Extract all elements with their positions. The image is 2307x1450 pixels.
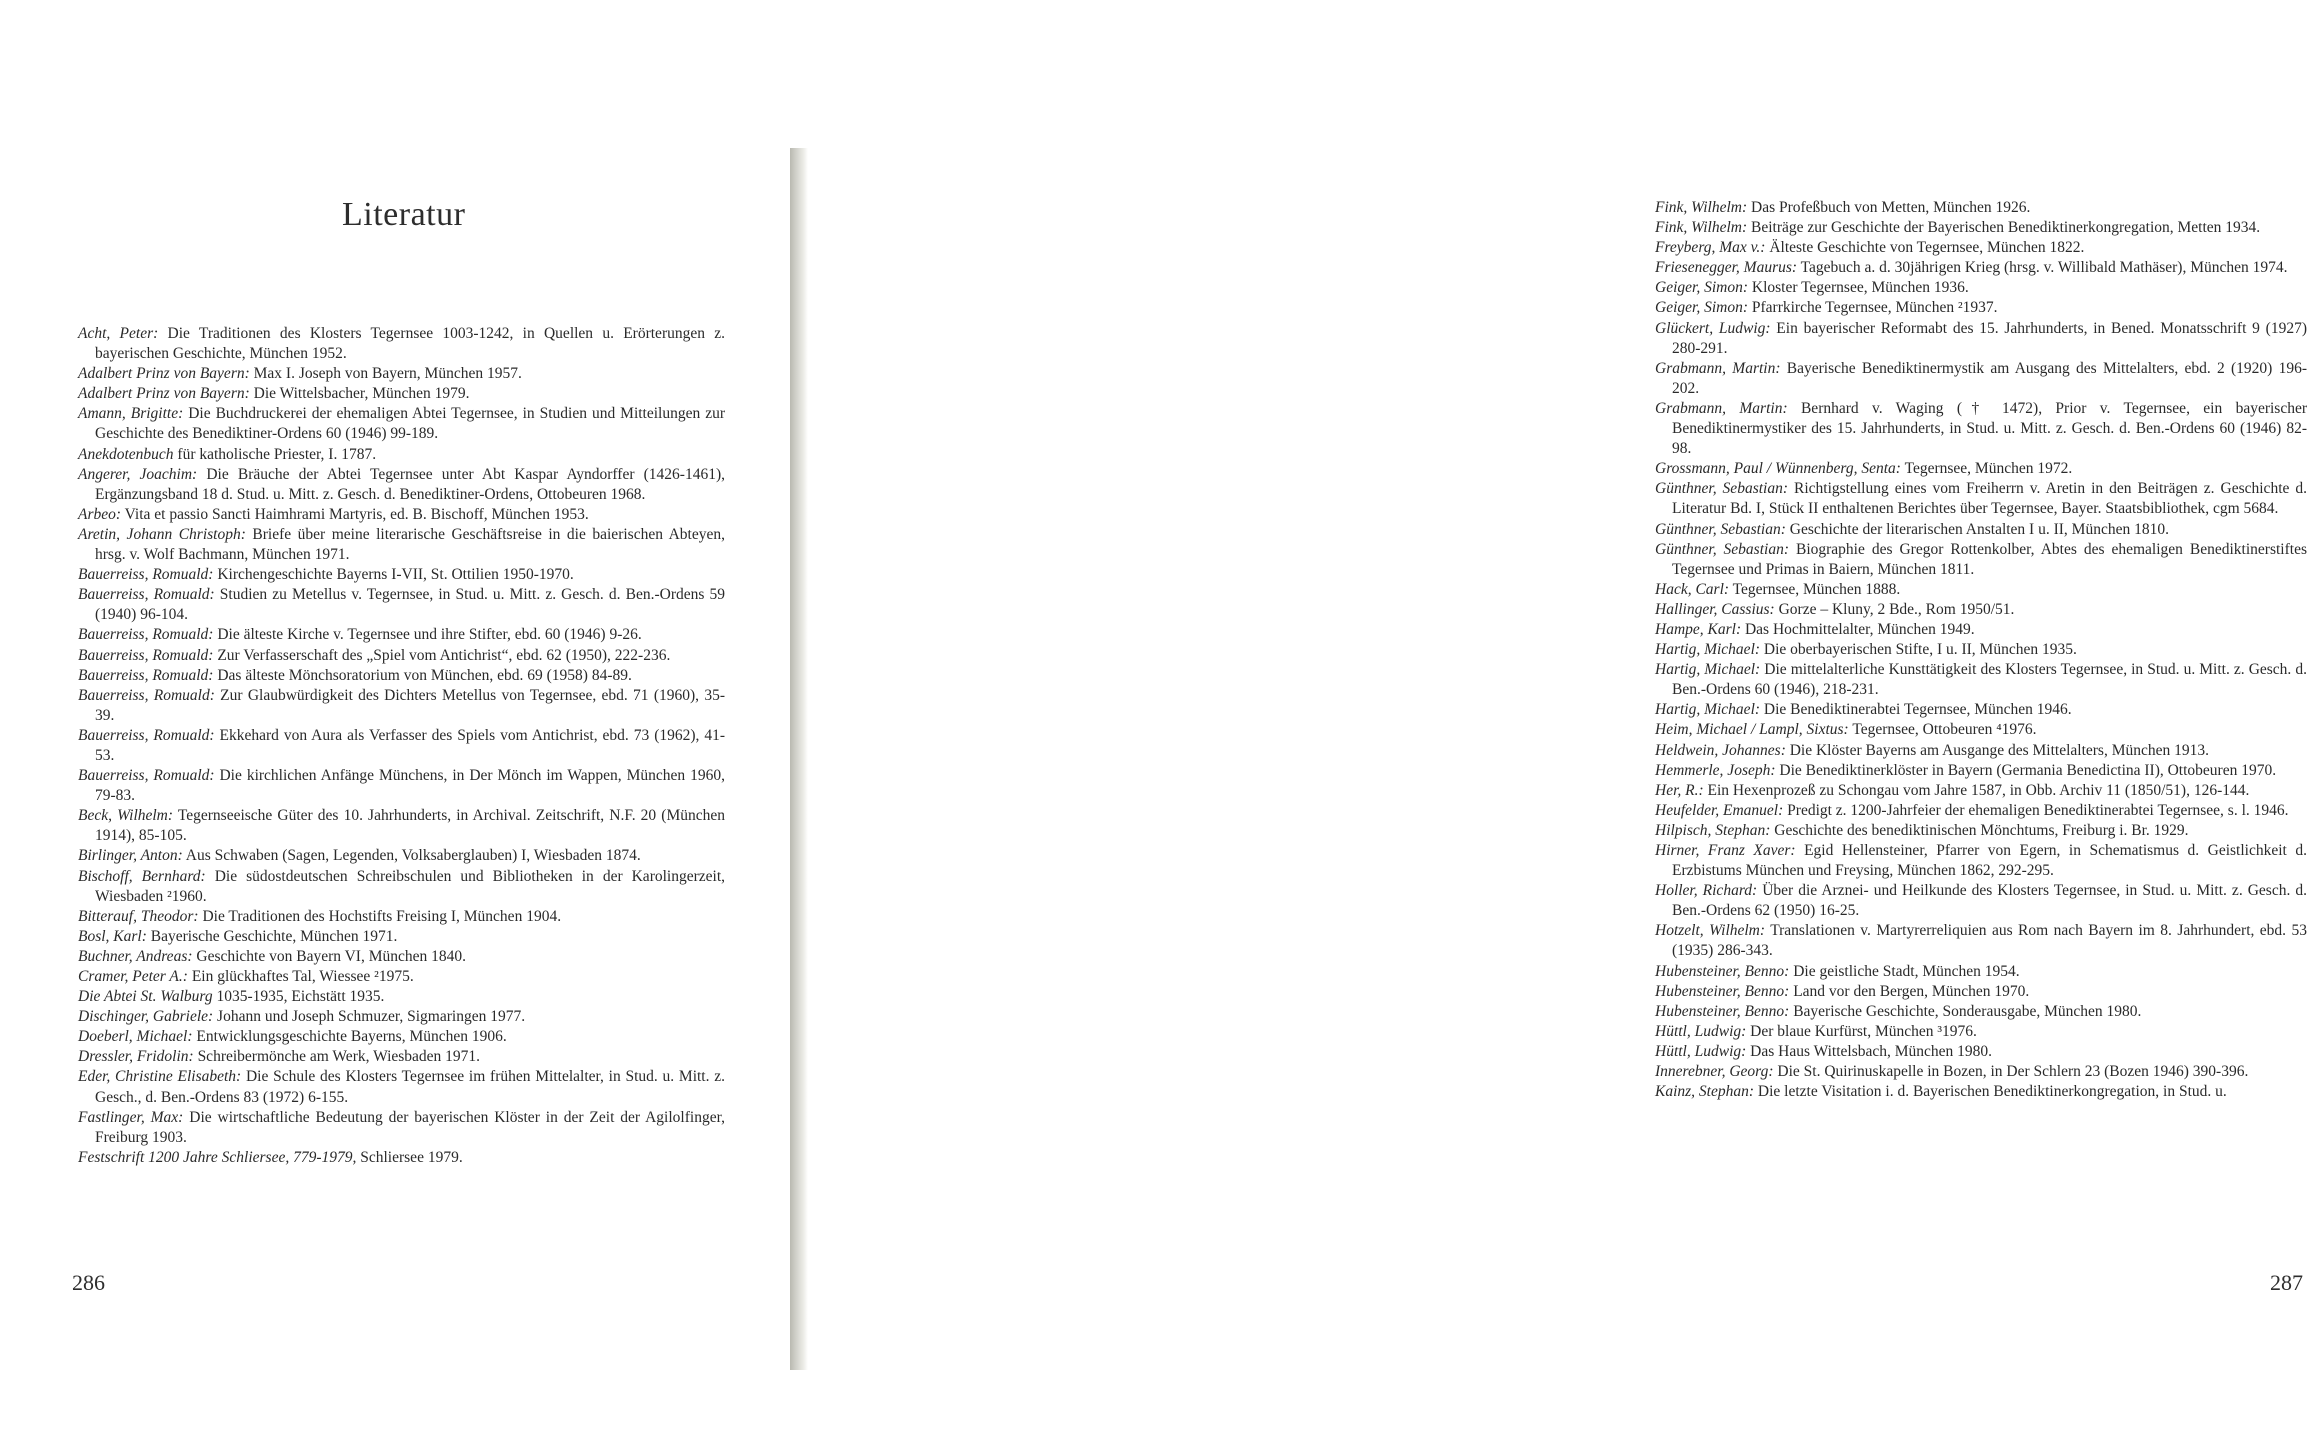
bibliography-entry — [78, 967, 725, 987]
entry-author: Arbeo: — [78, 505, 122, 523]
entry-text: Biographie des Gregor Rottenkolber, Abtes des ehemaligen Benediktinerstiftes Tegernsee und Primas in Baiern, München 1811. — [1672, 540, 2307, 578]
bibliography-entry — [78, 726, 725, 766]
bibliography-entry — [78, 1007, 725, 1027]
bibliography-entry — [1655, 580, 2307, 600]
entry-author: Buchner, Andreas: — [78, 947, 193, 965]
entry-text: Land vor den Bergen, München 1970. — [1789, 982, 2030, 1000]
page-number-right: 287 — [2270, 1270, 2303, 1295]
entry-text: Kloster Tegernsee, München 1936. — [1748, 279, 1969, 297]
entry-text: Max I. Joseph von Bayern, München 1957. — [249, 365, 522, 383]
entry-author: Grossmann, Paul / Wünnenberg, Senta: — [1655, 460, 1901, 478]
entry-author: Heim, Michael / Lampl, Sixtus: — [1655, 721, 1849, 739]
entry-author: Acht, Peter: — [78, 325, 159, 342]
bibliography-entry — [78, 445, 725, 465]
entry-author: Bauerreiss, Romuald: — [78, 686, 215, 704]
entry-author: Hartig, Michael: — [1655, 701, 1761, 719]
entry-author: Bauerreiss, Romuald: — [78, 666, 214, 684]
entry-text: Das Haus Wittelsbach, München 1980. — [1746, 1042, 1993, 1060]
entry-text: Entwicklungsgeschichte Bayerns, München 1906. — [192, 1028, 507, 1046]
entry-text: Die kirchlichen Anfänge Münchens, in Der Mönch im Wappen, München 1960, 79-83. — [95, 767, 725, 805]
bibliography-entry — [1655, 218, 2307, 238]
entry-author: Freyberg, Max v.: — [1655, 239, 1766, 257]
bibliography-entry — [78, 947, 725, 967]
entry-author: Bischoff, Bernhard: — [78, 867, 206, 885]
bibliography-entry — [1655, 319, 2307, 359]
bibliography-entry — [78, 565, 725, 585]
page-number-left: 286 — [72, 1270, 105, 1295]
entry-text: Vita et passio Sancti Haimhrami Martyris, ed. B. Bischoff, München 1953. — [121, 505, 589, 523]
bibliography-entry — [1655, 962, 2307, 982]
bibliography-entry — [1655, 1042, 2307, 1062]
entry-author: Bosl, Karl: — [78, 927, 147, 945]
bibliography-entry — [78, 1108, 725, 1148]
bibliography-entry — [78, 867, 725, 907]
entry-text: Bayerische Geschichte, Sonderausgabe, München 1980. — [1789, 1002, 2142, 1020]
bibliography-entry — [1655, 1062, 2307, 1082]
entry-author: Her, R.: — [1655, 781, 1704, 799]
entry-text: Die Traditionen des Hochstifts Freising I, München 1904. — [198, 907, 562, 925]
bibliography-entry — [1655, 278, 2307, 298]
entry-text: Gorze – Kluny, 2 Bde., Rom 1950/51. — [1774, 600, 2015, 618]
entry-text: Über die Arznei- und Heilkunde des Klosters Tegernsee, in Stud. u. Mitt. z. Gesch. d. Ben.-Ordens 62 (1950) 16-25. — [1672, 882, 2307, 920]
bibliography-entry — [78, 525, 725, 565]
entry-author: Bauerreiss, Romuald: — [78, 646, 214, 664]
entry-text: Die Bräuche der Abtei Tegernsee unter Abt Kaspar Ayndorffer (1426-1461), Ergänzungsband 18 d. Stud. u. Mitt. z. Gesch. d. Benediktiner-Ordens, Ottobeuren 1968. — [95, 465, 725, 503]
bibliography-entry — [1655, 720, 2307, 740]
entry-author: Hüttl, Ludwig: — [1655, 1022, 1747, 1040]
entry-text: Die südostdeutschen Schreibschulen und Bibliotheken in der Karolingerzeit, Wiesbaden ²1960. — [95, 867, 726, 905]
bibliography-entry — [78, 1148, 725, 1168]
entry-author: Cramer, Peter A.: — [78, 968, 188, 985]
entry-text: Bayerische Benediktinermystik am Ausgang des Mittelalters, ebd. 2 (1920) 196-202. — [1672, 359, 2307, 397]
entry-text: Geschichte der literarischen Anstalten I u. II, München 1810. — [1785, 520, 2169, 538]
entry-author: Glückert, Ludwig: — [1655, 319, 1771, 337]
entry-author: Heufelder, Emanuel: — [1655, 801, 1784, 819]
bibliography-entry — [78, 384, 725, 404]
entry-text: Die Schule des Klosters Tegernsee im frühen Mittelalter, in Stud. u. Mitt. z. Gesch., d. Ben.-Ordens 83 (1972) 6-155. — [95, 1068, 725, 1106]
entry-author: Hartig, Michael: — [1655, 661, 1761, 679]
entry-text: Briefe über meine literarische Geschäftsreise in die baierischen Abteyen, hrsg. v. Wolf Bachmann, München 1971. — [95, 525, 725, 564]
bibliography-entry — [1655, 459, 2307, 479]
entry-author: Hampe, Karl: — [1655, 620, 1742, 638]
bibliography-entry — [1655, 1082, 2307, 1102]
entry-text: Die St. Quirinuskapelle in Bozen, in Der Schlern 23 (Bozen 1946) 390-396. — [1773, 1063, 2249, 1081]
entry-author: Hilpisch, Stephan: — [1655, 821, 1771, 839]
bibliography-entry — [78, 1067, 725, 1107]
entry-author: Hubensteiner, Benno: — [1655, 962, 1790, 980]
entry-text: Bayerische Geschichte, München 1971. — [146, 927, 398, 945]
bibliography-entry — [1655, 881, 2307, 921]
bibliography-entry — [1655, 801, 2307, 821]
entry-author: Hubensteiner, Benno: — [1655, 982, 1790, 1000]
entry-text: Tegernsee, München 1972. — [1900, 460, 2073, 478]
entry-author: Festschrift 1200 Jahre Schliersee, 779-1979, — [78, 1148, 357, 1166]
bibliography-entry — [1655, 741, 2307, 761]
entry-text: Egid Hellensteiner, Pfarrer von Egern, in Schematismus d. Geistlichkeit d. Erzbistums München und Freysing, München 1862, 292-295. — [1672, 842, 2307, 880]
entry-text: Die Wittelsbacher, München 1979. — [249, 385, 470, 403]
entry-author: Birlinger, Anton: — [78, 847, 183, 865]
entry-author: Kainz, Stephan: — [1655, 1083, 1755, 1101]
entry-author: Aretin, Johann Christoph: — [78, 525, 246, 543]
entry-text: Geschichte des benediktinischen Mönchtums, Freiburg i. Br. 1929. — [1770, 821, 2189, 839]
bibliography-entry — [78, 625, 725, 645]
entry-author: Heldwein, Johannes: — [1655, 741, 1786, 759]
entry-author: Bauerreiss, Romuald: — [78, 586, 215, 604]
entry-text: Die geistliche Stadt, München 1954. — [1789, 962, 2020, 980]
entry-author: Angerer, Joachim: — [78, 465, 198, 483]
entry-text: Johann und Joseph Schmuzer, Sigmaringen 1977. — [213, 1008, 526, 1026]
entry-author: Amann, Brigitte: — [78, 405, 184, 423]
entry-text: Die mittelalterliche Kunsttätigkeit des Klosters Tegernsee, in Stud. u. Mitt. z. Gesch. d. Ben.-Ordens 60 (1946), 218-231. — [1672, 661, 2307, 699]
page-title: Literatur — [342, 196, 466, 233]
entry-text: Zur Verfasserschaft des „Spiel vom Antichrist“, ebd. 62 (1950), 222-236. — [213, 646, 671, 664]
bibliography-entry — [1655, 600, 2307, 620]
bibliography-entry — [1655, 258, 2307, 278]
bibliography-entry — [1655, 520, 2307, 540]
entry-author: Hemmerle, Joseph: — [1655, 761, 1776, 779]
bibliography-entry — [78, 766, 725, 806]
entry-author: Fastlinger, Max: — [78, 1108, 184, 1126]
bibliography-entry — [78, 846, 725, 866]
entry-author: Günthner, Sebastian: — [1655, 480, 1788, 498]
bibliography-entry — [1655, 198, 2307, 218]
bibliography-entry — [1655, 821, 2307, 841]
entry-author: Bauerreiss, Romuald: — [78, 566, 214, 584]
bibliography-entry — [1655, 700, 2307, 720]
entry-text: Richtigstellung eines vom Freiherrn v. Aretin in den Beiträgen z. Geschichte d. Literatur Bd. I, Stück II enthaltenen Berichtes über Tegernsee, Bayer. Staatsbibliothek, cgm 5684. — [1672, 480, 2307, 518]
bibliography-entry — [1655, 1002, 2307, 1022]
entry-author: Grabmann, Martin: — [1655, 359, 1781, 377]
entry-author: Bauerreiss, Romuald: — [78, 626, 214, 644]
entry-text: Bernhard v. Waging († 1472), Prior v. Tegernsee, ein bayerischer Benediktinermystiker des 15. Jahrhunderts, in Stud. u. Mitt. z. Gesch. d. Ben.-Ordens 60 (1946) 82-98. — [1672, 399, 2307, 458]
bibliography-entry — [1655, 640, 2307, 660]
entry-text: Die oberbayerischen Stifte, I u. II, München 1935. — [1760, 641, 2077, 659]
entry-text: Tegernseeische Güter des 10. Jahrhunderts, in Archival. Zeitschrift, N.F. 20 (München 1914), 85-105. — [95, 807, 725, 845]
entry-text: Geschichte von Bayern VI, München 1840. — [192, 947, 466, 965]
entry-author: Hack, Carl: — [1655, 580, 1730, 598]
bibliography-entry — [1655, 238, 2307, 258]
entry-text: Beiträge zur Geschichte der Bayerischen Benediktinerkongregation, Metten 1934. — [1747, 219, 2261, 237]
bibliography-entry — [1655, 620, 2307, 640]
bibliography-entry — [78, 404, 725, 444]
entry-author: Doeberl, Michael: — [78, 1028, 193, 1046]
entry-author: Günthner, Sebastian: — [1655, 540, 1789, 558]
bibliography-entry — [78, 686, 725, 726]
bibliography-entry — [1655, 1022, 2307, 1042]
entry-text: Ein Hexenprozeß zu Schongau vom Jahre 1587, in Obb. Archiv 11 (1850/51), 126-144. — [1703, 781, 2250, 799]
entry-text: Tegernsee, Ottobeuren ⁴1976. — [1848, 721, 2037, 739]
entry-text: Die Benediktinerabtei Tegernsee, München 1946. — [1760, 701, 2072, 719]
entry-text: Das Profeßbuch von Metten, München 1926. — [1747, 199, 2031, 216]
entry-author: Innerebner, Georg: — [1655, 1063, 1774, 1081]
entry-text: Pfarrkirche Tegernsee, München ²1937. — [1748, 299, 1998, 317]
entry-author: Holler, Richard: — [1655, 882, 1758, 900]
entry-text: für katholische Priester, I. 1787. — [173, 445, 377, 463]
entry-text: Die Klöster Bayerns am Ausgange des Mittelalters, München 1913. — [1785, 741, 2210, 759]
entry-author: Geiger, Simon: — [1655, 299, 1748, 317]
entry-author: Hirner, Franz Xaver: — [1655, 842, 1796, 859]
bibliography-entry — [78, 666, 725, 686]
entry-text: Tegernsee, München 1888. — [1729, 580, 1901, 598]
right-page — [790, 0, 2307, 1450]
entry-author: Eder, Christine Elisabeth: — [78, 1068, 242, 1086]
entry-text: Aus Schwaben (Sagen, Legenden, Volksaberglauben) I, Wiesbaden 1874. — [182, 847, 641, 865]
entry-text: Die Benediktinerklöster in Bayern (Germania Benedictina II), Ottobeuren 1970. — [1775, 761, 2277, 779]
bibliography-entry — [1655, 540, 2307, 580]
entry-author: Bauerreiss, Romuald: — [78, 726, 215, 744]
entry-text: Der blaue Kurfürst, München ³1976. — [1746, 1022, 1977, 1040]
entry-text: Schreibermönche am Werk, Wiesbaden 1971. — [193, 1048, 481, 1066]
bibliography-entry — [78, 465, 725, 505]
entry-text: Predigt z. 1200-Jahrfeier der ehemaligen Benediktinerabtei Tegernsee, s. l. 1946. — [1783, 801, 2289, 819]
entry-author: Bauerreiss, Romuald: — [78, 767, 215, 785]
entry-author: Anekdotenbuch — [78, 445, 174, 463]
entry-author: Die Abtei St. Walburg — [78, 988, 213, 1006]
bibliography-entry — [78, 987, 725, 1007]
entry-author: Grabmann, Martin: — [1655, 399, 1788, 417]
entry-text: Kirchengeschichte Bayerns I-VII, St. Ottilien 1950-1970. — [213, 566, 574, 584]
entry-author: Hüttl, Ludwig: — [1655, 1042, 1747, 1060]
entry-author: Friesenegger, Maurus: — [1655, 259, 1798, 277]
bibliography-entry — [1655, 761, 2307, 781]
entry-author: Hallinger, Cassius: — [1655, 600, 1775, 618]
entry-text: Die älteste Kirche v. Tegernsee und ihre Stifter, ebd. 60 (1946) 9-26. — [213, 626, 642, 644]
entry-text: Das Hochmittelalter, München 1949. — [1741, 620, 1975, 638]
bibliography-entry — [78, 806, 725, 846]
entry-author: Adalbert Prinz von Bayern: — [78, 365, 250, 383]
bibliography-entry — [78, 646, 725, 666]
bibliography-entry — [78, 364, 725, 384]
bibliography-entry — [1655, 479, 2307, 519]
bibliography-entry — [78, 585, 725, 625]
bibliography-list-right — [1655, 198, 2307, 1102]
bibliography-entry — [78, 324, 725, 364]
entry-author: Adalbert Prinz von Bayern: — [78, 385, 250, 403]
bibliography-entry — [78, 907, 725, 927]
bibliography-entry — [78, 927, 725, 947]
entry-author: Dressler, Fridolin: — [78, 1048, 194, 1066]
entry-text: 1035-1935, Eichstätt 1935. — [212, 988, 385, 1006]
entry-text: Ekkehard von Aura als Verfasser des Spiels vom Antichrist, ebd. 73 (1962), 41-53. — [95, 726, 726, 764]
left-page — [0, 0, 790, 1450]
bibliography-entry — [1655, 359, 2307, 399]
entry-text: Zur Glaubwürdigkeit des Dichters Metellus von Tegernsee, ebd. 71 (1960), 35-39. — [95, 686, 725, 724]
entry-text: Studien zu Metellus v. Tegernsee, in Stud. u. Mitt. z. Gesch. d. Ben.-Ordens 59 (1940) 96-104. — [95, 586, 725, 624]
entry-author: Geiger, Simon: — [1655, 279, 1748, 297]
bibliography-entry — [78, 1047, 725, 1067]
entry-author: Hubensteiner, Benno: — [1655, 1002, 1790, 1020]
entry-text: Schliersee 1979. — [356, 1148, 463, 1166]
entry-author: Günthner, Sebastian: — [1655, 520, 1786, 538]
entry-author: Fink, Wilhelm: — [1655, 219, 1748, 237]
entry-text: Das älteste Mönchsoratorium von München, ebd. 69 (1958) 84-89. — [213, 666, 632, 684]
entry-text: Translationen v. Martyrerreliquien aus Rom nach Bayern im 8. Jahrhundert, ebd. 53 (1935) 286-343. — [1672, 922, 2307, 960]
entry-text: Die wirtschaftliche Bedeutung der bayerischen Klöster in der Zeit der Agilolfinger, Freiburg 1903. — [95, 1108, 725, 1146]
entry-author: Bitterauf, Theodor: — [78, 907, 199, 925]
bibliography-entry — [78, 1027, 725, 1047]
entry-author: Beck, Wilhelm: — [78, 807, 174, 825]
entry-text: Ein bayerischer Reformabt des 15. Jahrhunderts, in Bened. Monatsschrift 9 (1927) 280-291. — [1672, 319, 2307, 357]
entry-text: Tagebuch a. d. 30jährigen Krieg (hrsg. v. Willibald Mathäser), München 1974. — [1797, 259, 2288, 277]
entry-text: Die letzte Visitation i. d. Bayerischen Benediktinerkongregation, in Stud. u. — [1754, 1083, 2227, 1101]
bibliography-entry — [78, 505, 725, 525]
entry-author: Dischinger, Gabriele: — [78, 1008, 214, 1026]
bibliography-entry — [1655, 982, 2307, 1002]
bibliography-entry — [1655, 660, 2307, 700]
bibliography-entry — [1655, 781, 2307, 801]
bibliography-entry — [1655, 921, 2307, 961]
bibliography-entry — [1655, 298, 2307, 318]
bibliography-entry — [1655, 399, 2307, 459]
entry-author: Hotzelt, Wilhelm: — [1655, 922, 1766, 940]
entry-text: Älteste Geschichte von Tegernsee, München 1822. — [1765, 239, 2085, 257]
entry-author: Fink, Wilhelm: — [1655, 199, 1748, 216]
entry-text: Die Traditionen des Klosters Tegernsee 1003-1242, in Quellen u. Erörterungen z. bayerischen Geschichte, München 1952. — [95, 325, 725, 363]
bibliography-entry — [1655, 841, 2307, 881]
entry-text: Die Buchdruckerei der ehemaligen Abtei Tegernsee, in Studien und Mitteilungen zur Geschichte des Benediktiner-Ordens 60 (1946) 99-189. — [95, 405, 725, 443]
entry-author: Hartig, Michael: — [1655, 641, 1761, 659]
bibliography-list-left — [78, 324, 725, 1168]
entry-text: Ein glückhaftes Tal, Wiessee ²1975. — [187, 968, 414, 985]
